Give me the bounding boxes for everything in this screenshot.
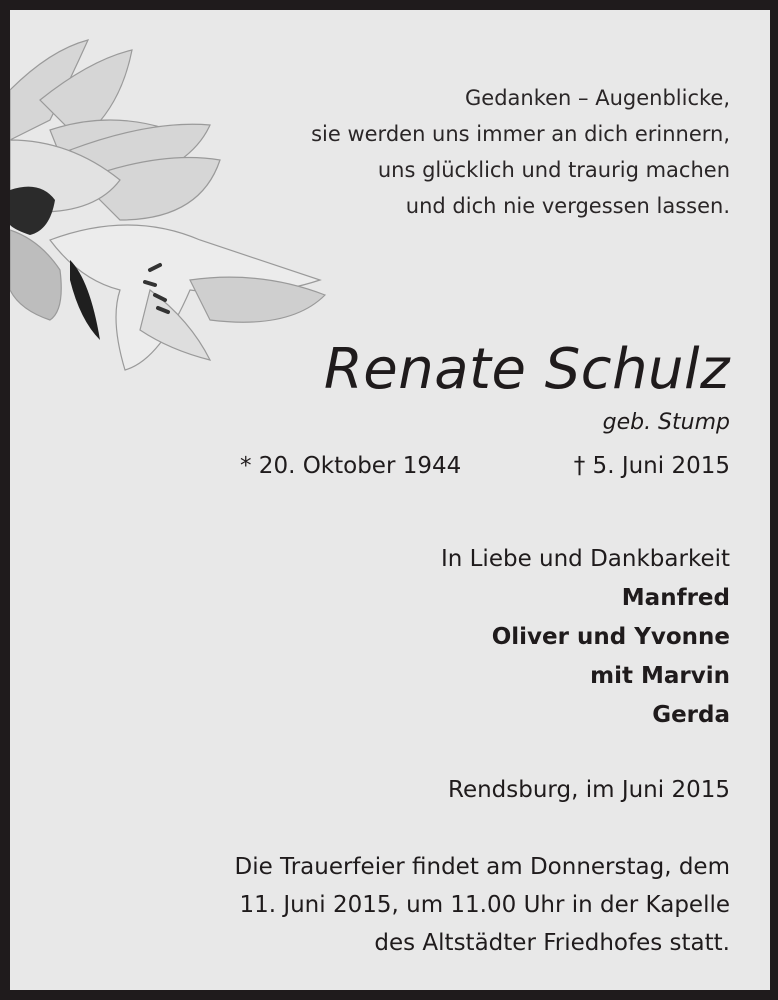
birth-date: * 20. Oktober 1944 <box>240 453 462 479</box>
mourner-name: Oliver und Yvonne <box>491 624 730 650</box>
obituary-card <box>10 10 770 990</box>
verse-line: uns glücklich und traurig machen <box>377 158 730 182</box>
mourners-intro: In Liebe und Dankbarkeit <box>440 546 730 572</box>
place-date: Rendsburg, im Juni 2015 <box>448 777 730 803</box>
memorial-verse <box>311 80 730 224</box>
mourners-list <box>441 540 730 735</box>
verse-line: Gedanken – Augenblicke, <box>465 86 730 110</box>
service-line: Die Trauerfeier findet am Donnerstag, dem <box>234 854 730 880</box>
life-dates <box>240 450 730 482</box>
mourner-name: Gerda <box>652 702 730 728</box>
lily-flower-icon <box>10 30 330 380</box>
mourner-name: mit Marvin <box>590 663 730 689</box>
verse-line: sie werden uns immer an dich erinnern, <box>311 122 730 146</box>
service-line: des Altstädter Friedhofes statt. <box>374 930 730 956</box>
death-date: † 5. Juni 2015 <box>573 453 730 479</box>
funeral-service-info <box>235 848 731 962</box>
mourner-name: Manfred <box>621 585 730 611</box>
service-line: 11. Juni 2015, um 11.00 Uhr in der Kapelle <box>239 892 730 918</box>
maiden-name: geb. Stump <box>602 410 730 435</box>
deceased-name: Renate Schulz <box>323 337 730 402</box>
verse-line: und dich nie vergessen lassen. <box>405 194 730 218</box>
